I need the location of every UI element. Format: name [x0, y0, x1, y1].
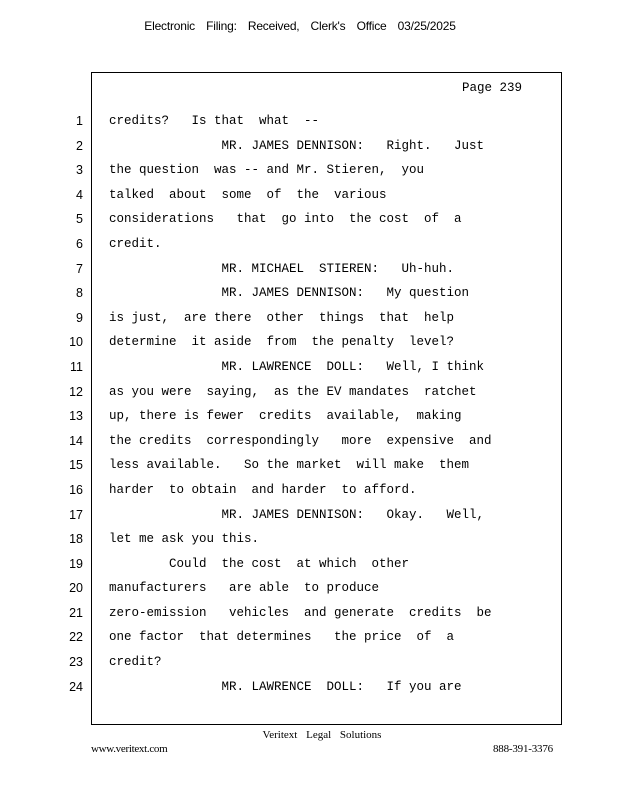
- line-number: 10: [69, 335, 83, 350]
- line-number: 4: [76, 187, 83, 202]
- line-number: 11: [70, 359, 83, 374]
- line-number: 8: [76, 286, 83, 301]
- line-number-column: [55, 113, 83, 703]
- transcript-line: harder to obtain and harder to afford.: [109, 482, 417, 497]
- transcript-line: Could the cost at which other: [109, 556, 410, 571]
- transcript-line: the question was -- and Mr. Stieren, you: [109, 163, 425, 178]
- transcript-line: let me ask you this.: [109, 532, 260, 547]
- line-number: 21: [69, 605, 83, 620]
- line-number: 13: [69, 409, 83, 424]
- line-number: 19: [69, 556, 83, 571]
- line-number: 7: [76, 261, 83, 276]
- line-number: 20: [69, 581, 83, 596]
- line-number: 3: [76, 163, 83, 178]
- line-number: 5: [76, 212, 83, 227]
- filing-stamp-header: Electronic Filing: Received, Clerk's Office 03/25/2025: [144, 19, 456, 33]
- transcript-body: [109, 113, 549, 703]
- transcript-line: credit?: [109, 655, 162, 670]
- line-number: 22: [69, 630, 83, 645]
- line-number: 24: [69, 679, 83, 694]
- line-number: 23: [69, 655, 83, 670]
- line-number: 18: [69, 532, 83, 547]
- line-number: 15: [69, 458, 83, 473]
- line-number: 17: [69, 507, 83, 522]
- transcript-line: MR. LAWRENCE DOLL: Well, I think: [109, 359, 485, 374]
- line-number: 16: [69, 482, 83, 497]
- transcript-line: MR. JAMES DENNISON: My question: [109, 286, 470, 301]
- transcript-line: credit.: [109, 236, 162, 251]
- transcript-line: less available. So the market will make them: [109, 458, 470, 473]
- transcript-line: MR. JAMES DENNISON: Right. Just: [109, 138, 485, 153]
- page-number: Page 239: [462, 81, 523, 95]
- transcript-line: credits? Is that what --: [109, 114, 320, 128]
- transcript-line: zero-emission vehicles and generate credits be: [109, 605, 492, 620]
- transcript-line: up, there is fewer credits available, making: [109, 409, 462, 424]
- transcript-line: MR. JAMES DENNISON: Okay. Well,: [109, 507, 485, 522]
- footer-company-name: Veritext Legal Solutions: [262, 729, 382, 741]
- line-number: 6: [76, 236, 83, 251]
- footer-website: www.veritext.com: [91, 743, 168, 755]
- transcript-line: is just, are there other things that help: [109, 310, 455, 325]
- transcript-line: as you were saying, as the EV mandates ratchet: [109, 384, 477, 399]
- line-number: 1: [76, 114, 83, 128]
- line-number: 2: [76, 138, 83, 153]
- line-number: 14: [69, 433, 83, 448]
- transcript-line: the credits correspondingly more expensive and: [109, 433, 492, 448]
- transcript-line: manufacturers are able to produce: [109, 581, 380, 596]
- line-number: 9: [76, 310, 83, 325]
- line-number: 12: [69, 384, 83, 399]
- transcript-line: determine it aside from the penalty level?: [109, 335, 455, 350]
- footer-phone: 888-391-3376: [493, 743, 553, 755]
- transcript-line: MR. LAWRENCE DOLL: If you are: [109, 679, 462, 694]
- transcript-line: talked about some of the various: [109, 187, 387, 202]
- transcript-line: MR. MICHAEL STIEREN: Uh-huh.: [109, 261, 455, 276]
- transcript-line: considerations that go into the cost of a: [109, 212, 462, 227]
- transcript-line: one factor that determines the price of a: [109, 630, 455, 645]
